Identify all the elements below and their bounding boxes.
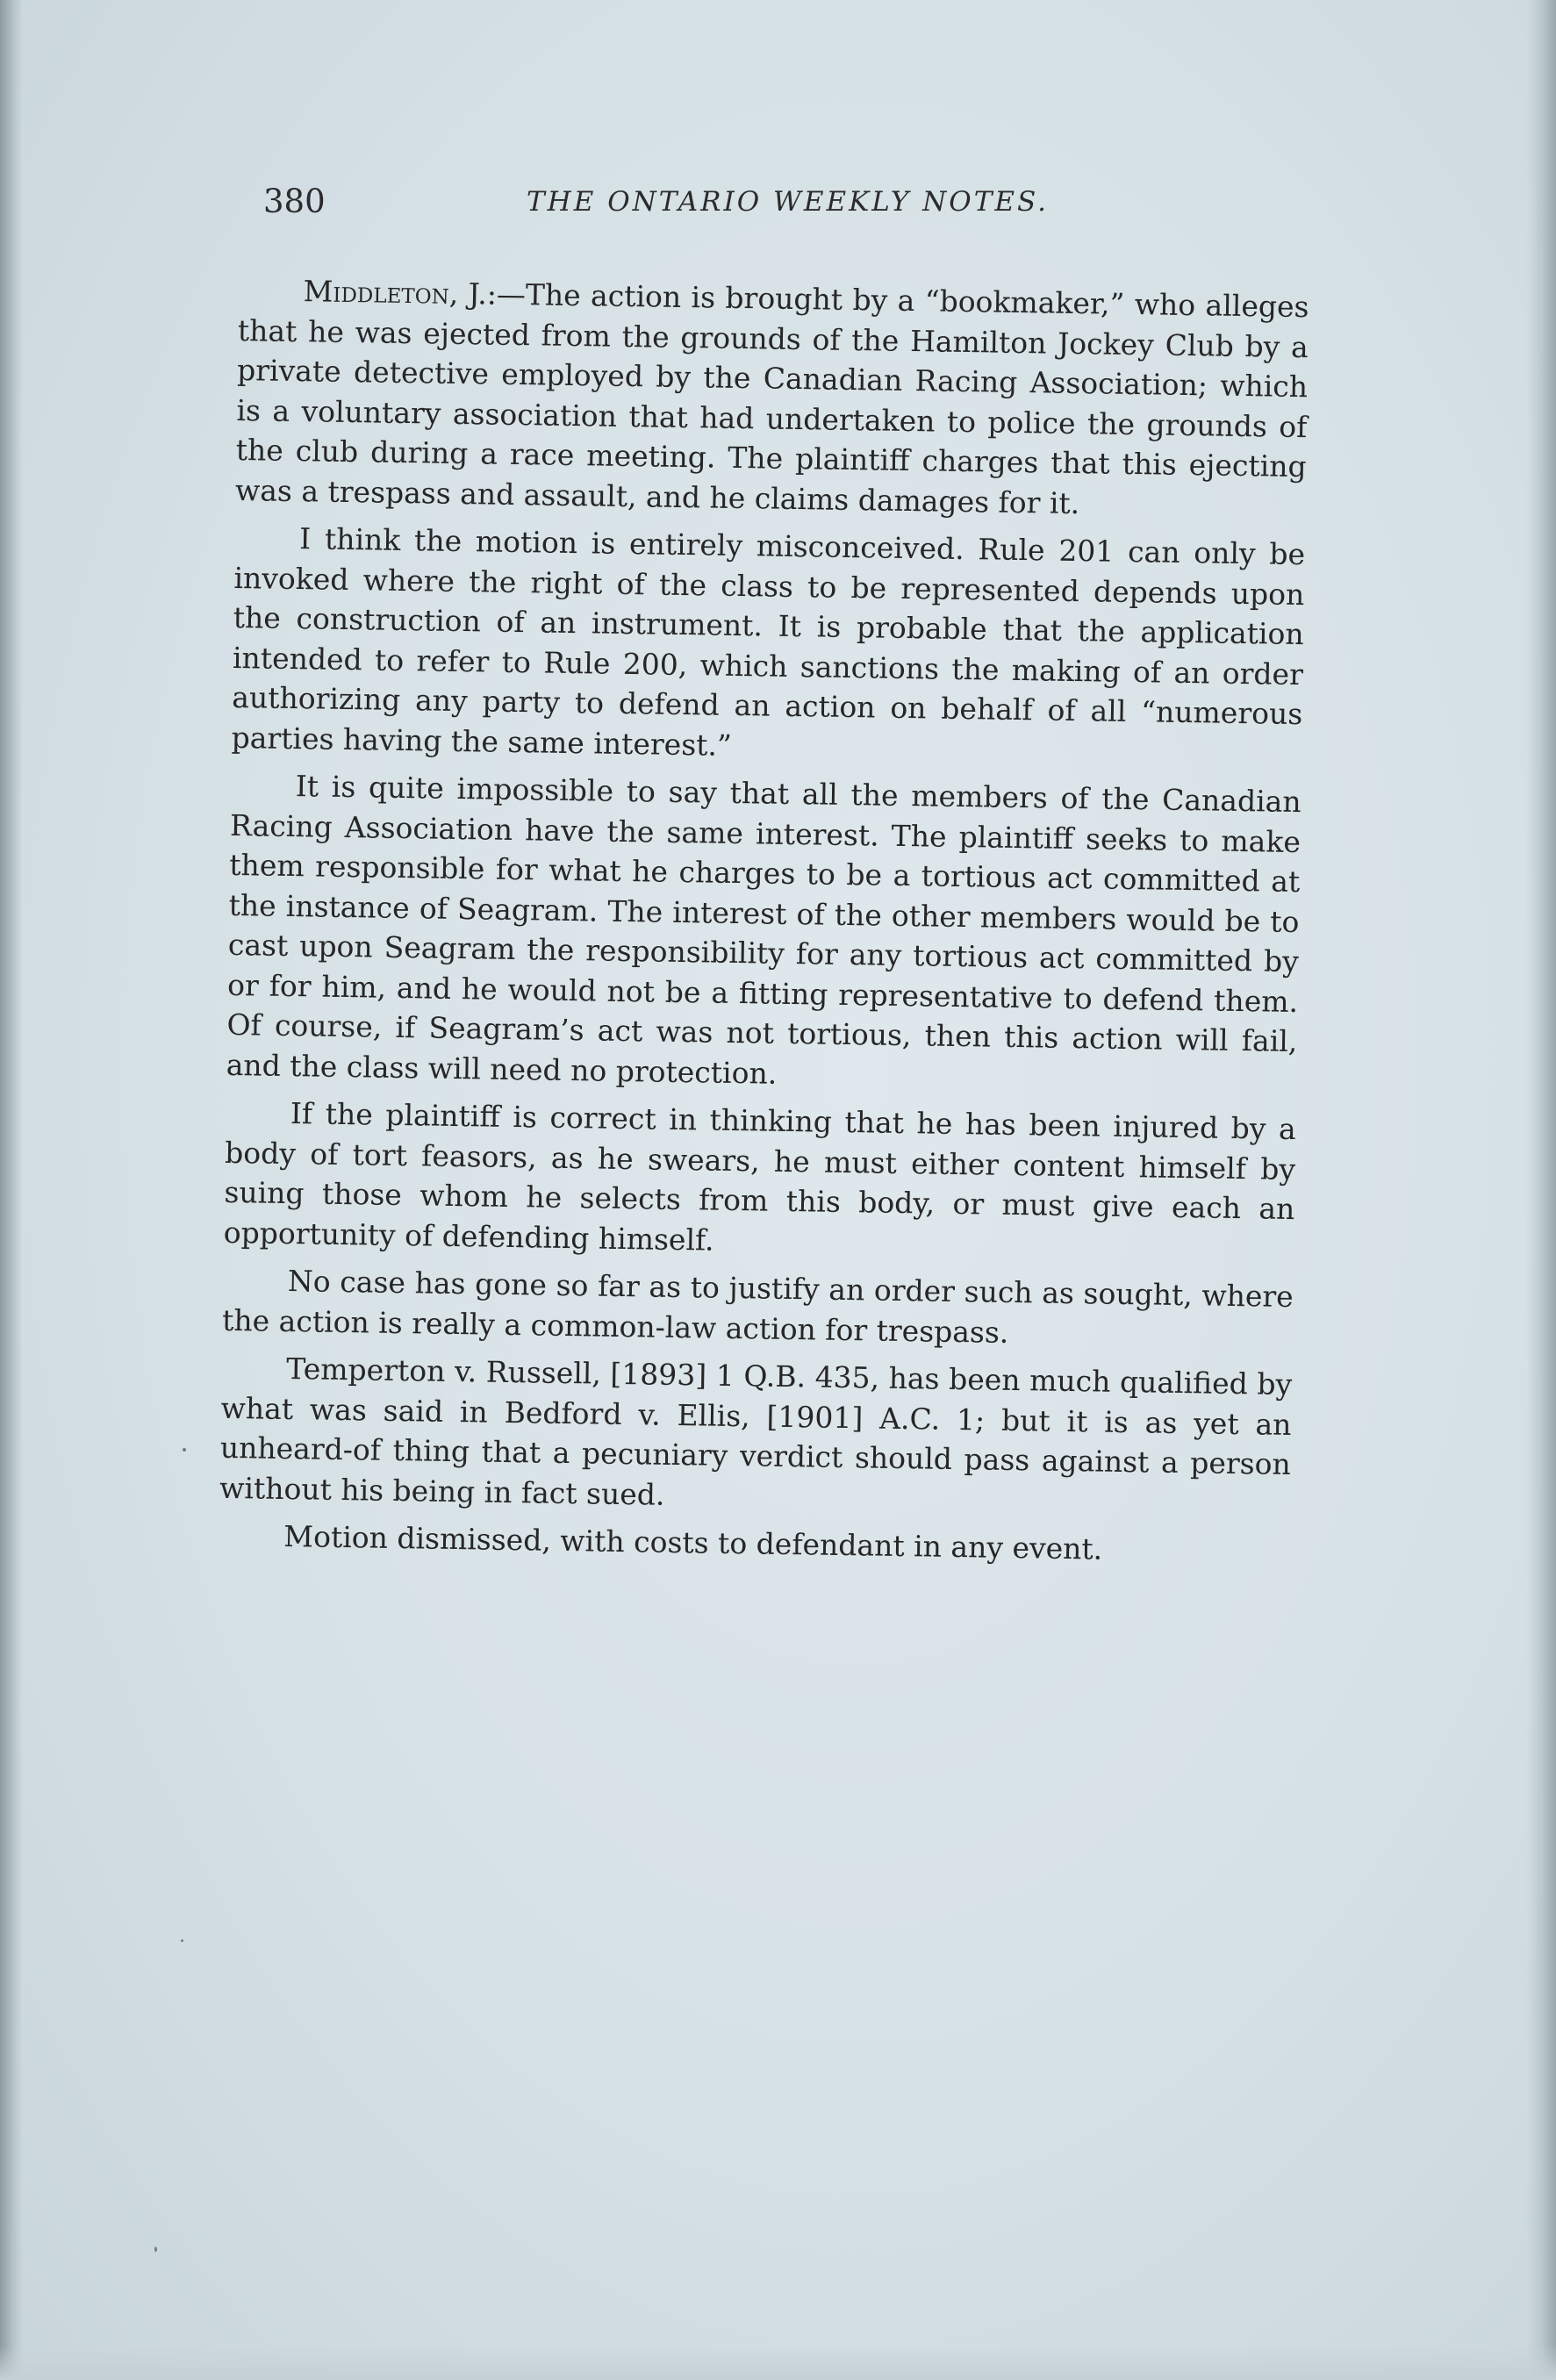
paragraph	[235, 270, 1309, 527]
paragraph-text: :—The action is brought by a “bookmaker,” who alleges that he was ejected from the grounds of the Hamilton Jockey Club by a private detective employed by the Canadian Racing Association; which is a voluntary association that had undertaken to police the grounds of the club during a race meeting. The plaintiff charges that this ejecting was a trespass and assault, and he claims damages for it.	[234, 276, 1309, 520]
paragraph: Motion dismissed, with costs to defendant in any event.	[283, 1518, 1103, 1566]
paper-speck	[181, 1939, 183, 1942]
paragraph: Temperton v. Russell, [1893] 1 Q.B. 435, has been much qualified by what was said in Bedford v. Ellis, [1901] A.C. 1; but it is as yet an unheard-of thing that a pecuniary verdict should pass against a person without his being in fact sued.	[219, 1351, 1293, 1512]
running-head: THE ONTARIO WEEKLY NOTES.	[527, 186, 1049, 218]
paragraph: No case has gone so far as to justify an order such as sought, where the action is really a common-law action for trespass.	[221, 1264, 1294, 1350]
binding-shadow	[0, 0, 23, 2380]
page-edge	[1526, 0, 1556, 2380]
paragraph: It is quite impossible to say that all the members of the Canadian Racing Association have the same interest. The plaintiff seeks to make them responsible for what he charges to be a tortious act committed at the instance of Seagram. The interest of the other members would be to cast upon Seagram the responsibility for any tortious act committed by or for him, and he would not be a fitting representative to defend them. Of course, if Seagram’s act was not tortious, then this action will fail, and the class will need no protection.	[226, 769, 1301, 1091]
paper-speck	[154, 2247, 157, 2252]
judge-name: Middleton, J.	[303, 274, 488, 312]
body-text	[219, 270, 1309, 1580]
paragraph: I think the motion is entirely misconceived. Rule 201 can only be invoked where the right of the class to be represented depends upon the construction of an instrument. It is probable that the application intended to refer to Rule 200, which sanctions the making of an order authorizing any party to defend an action on behalf of all “numerous parties having the same interest.”	[231, 521, 1306, 763]
paper-speck	[183, 1448, 186, 1452]
paragraph: If the plaintiff is correct in thinking that he has been injured by a body of tort feasors, as he swears, he must either content himself by suing those whom he selects from this body, or must give each an opportunity of defending himself.	[223, 1096, 1297, 1258]
page-header	[263, 183, 1316, 235]
page-number: 380	[263, 183, 326, 220]
page-bottom-edge	[0, 2345, 1556, 2380]
